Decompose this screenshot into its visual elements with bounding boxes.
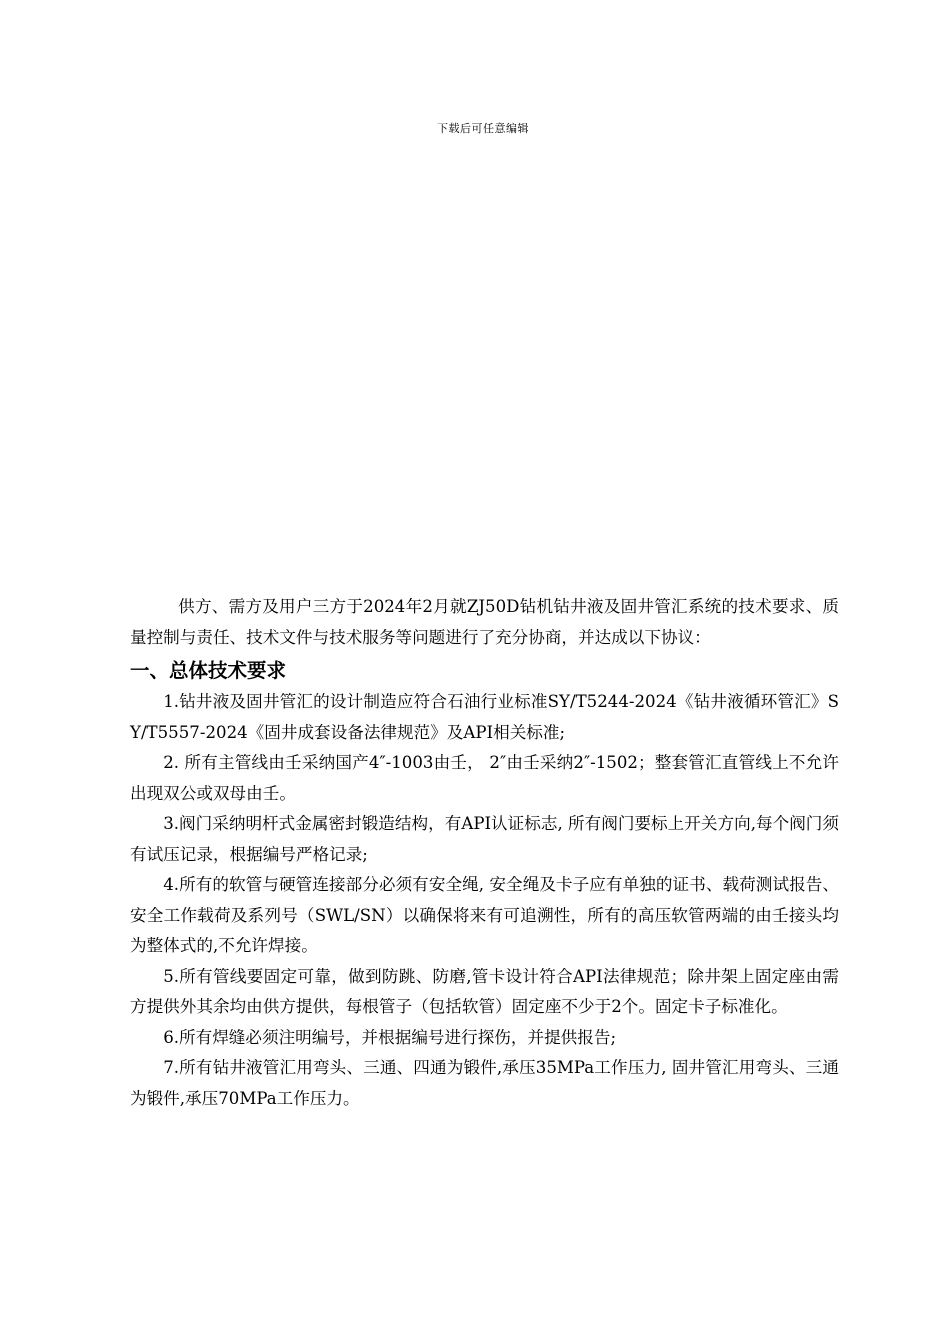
section-heading: 一、总体技术要求 xyxy=(130,659,287,682)
requirement-item-1: 1.钻井液及固井管汇的设计制造应符合石油行业标准SY/T5244-2024《钻井液循环管汇》SY/T5557-2024《固井成套设备法律规范》及API相关标准; xyxy=(130,692,839,742)
requirement-item-3: 3.阀门采纳明杆式金属密封锻造结构，有API认证标志, 所有阀门要标上开关方向,每个阀门须有试压记录，根据编号严格记录; xyxy=(130,814,839,864)
intro-paragraph: 供方、需方及用户三方于2024年2月就ZJ50D钻机钻井液及固井管汇系统的技术要求、质量控制与责任、技术文件与技术服务等问题进行了充分协商，并达成以下协议： xyxy=(130,597,839,647)
header-note: 下载后可任意编辑 xyxy=(437,122,529,135)
requirement-item-5: 5.所有管线要固定可靠，做到防跳、防磨,管卡设计符合API法律规范；除井架上固定座由需方提供外其余均由供方提供，每根管子（包括软管）固定座不少于2个。固定卡子标准化。 xyxy=(130,966,839,1016)
requirement-item-6: 6.所有焊缝必须注明编号，并根据编号进行探伤，并提供报告; xyxy=(163,1027,617,1047)
requirement-item-7: 7.所有钻井液管汇用弯头、三通、四通为锻件,承压35MPa工作压力, 固井管汇用弯头、三通为锻件,承压70MPa工作压力。 xyxy=(130,1058,839,1108)
requirement-item-2: 2. 所有主管线由壬采纳国产4″-1003由壬， 2″由壬采纳2″-1502；整套管汇直管线上不允许出现双公或双母由壬。 xyxy=(130,753,839,803)
requirement-item-4: 4.所有的软管与硬管连接部分必须有安全绳, 安全绳及卡子应有单独的证书、载荷测试报告、安全工作载荷及系列号（SWL/SN）以确保将来有可追溯性，所有的高压软管两端的由壬接头均为整体式的,不允许焊接。 xyxy=(130,875,839,955)
document-body xyxy=(130,592,839,1114)
